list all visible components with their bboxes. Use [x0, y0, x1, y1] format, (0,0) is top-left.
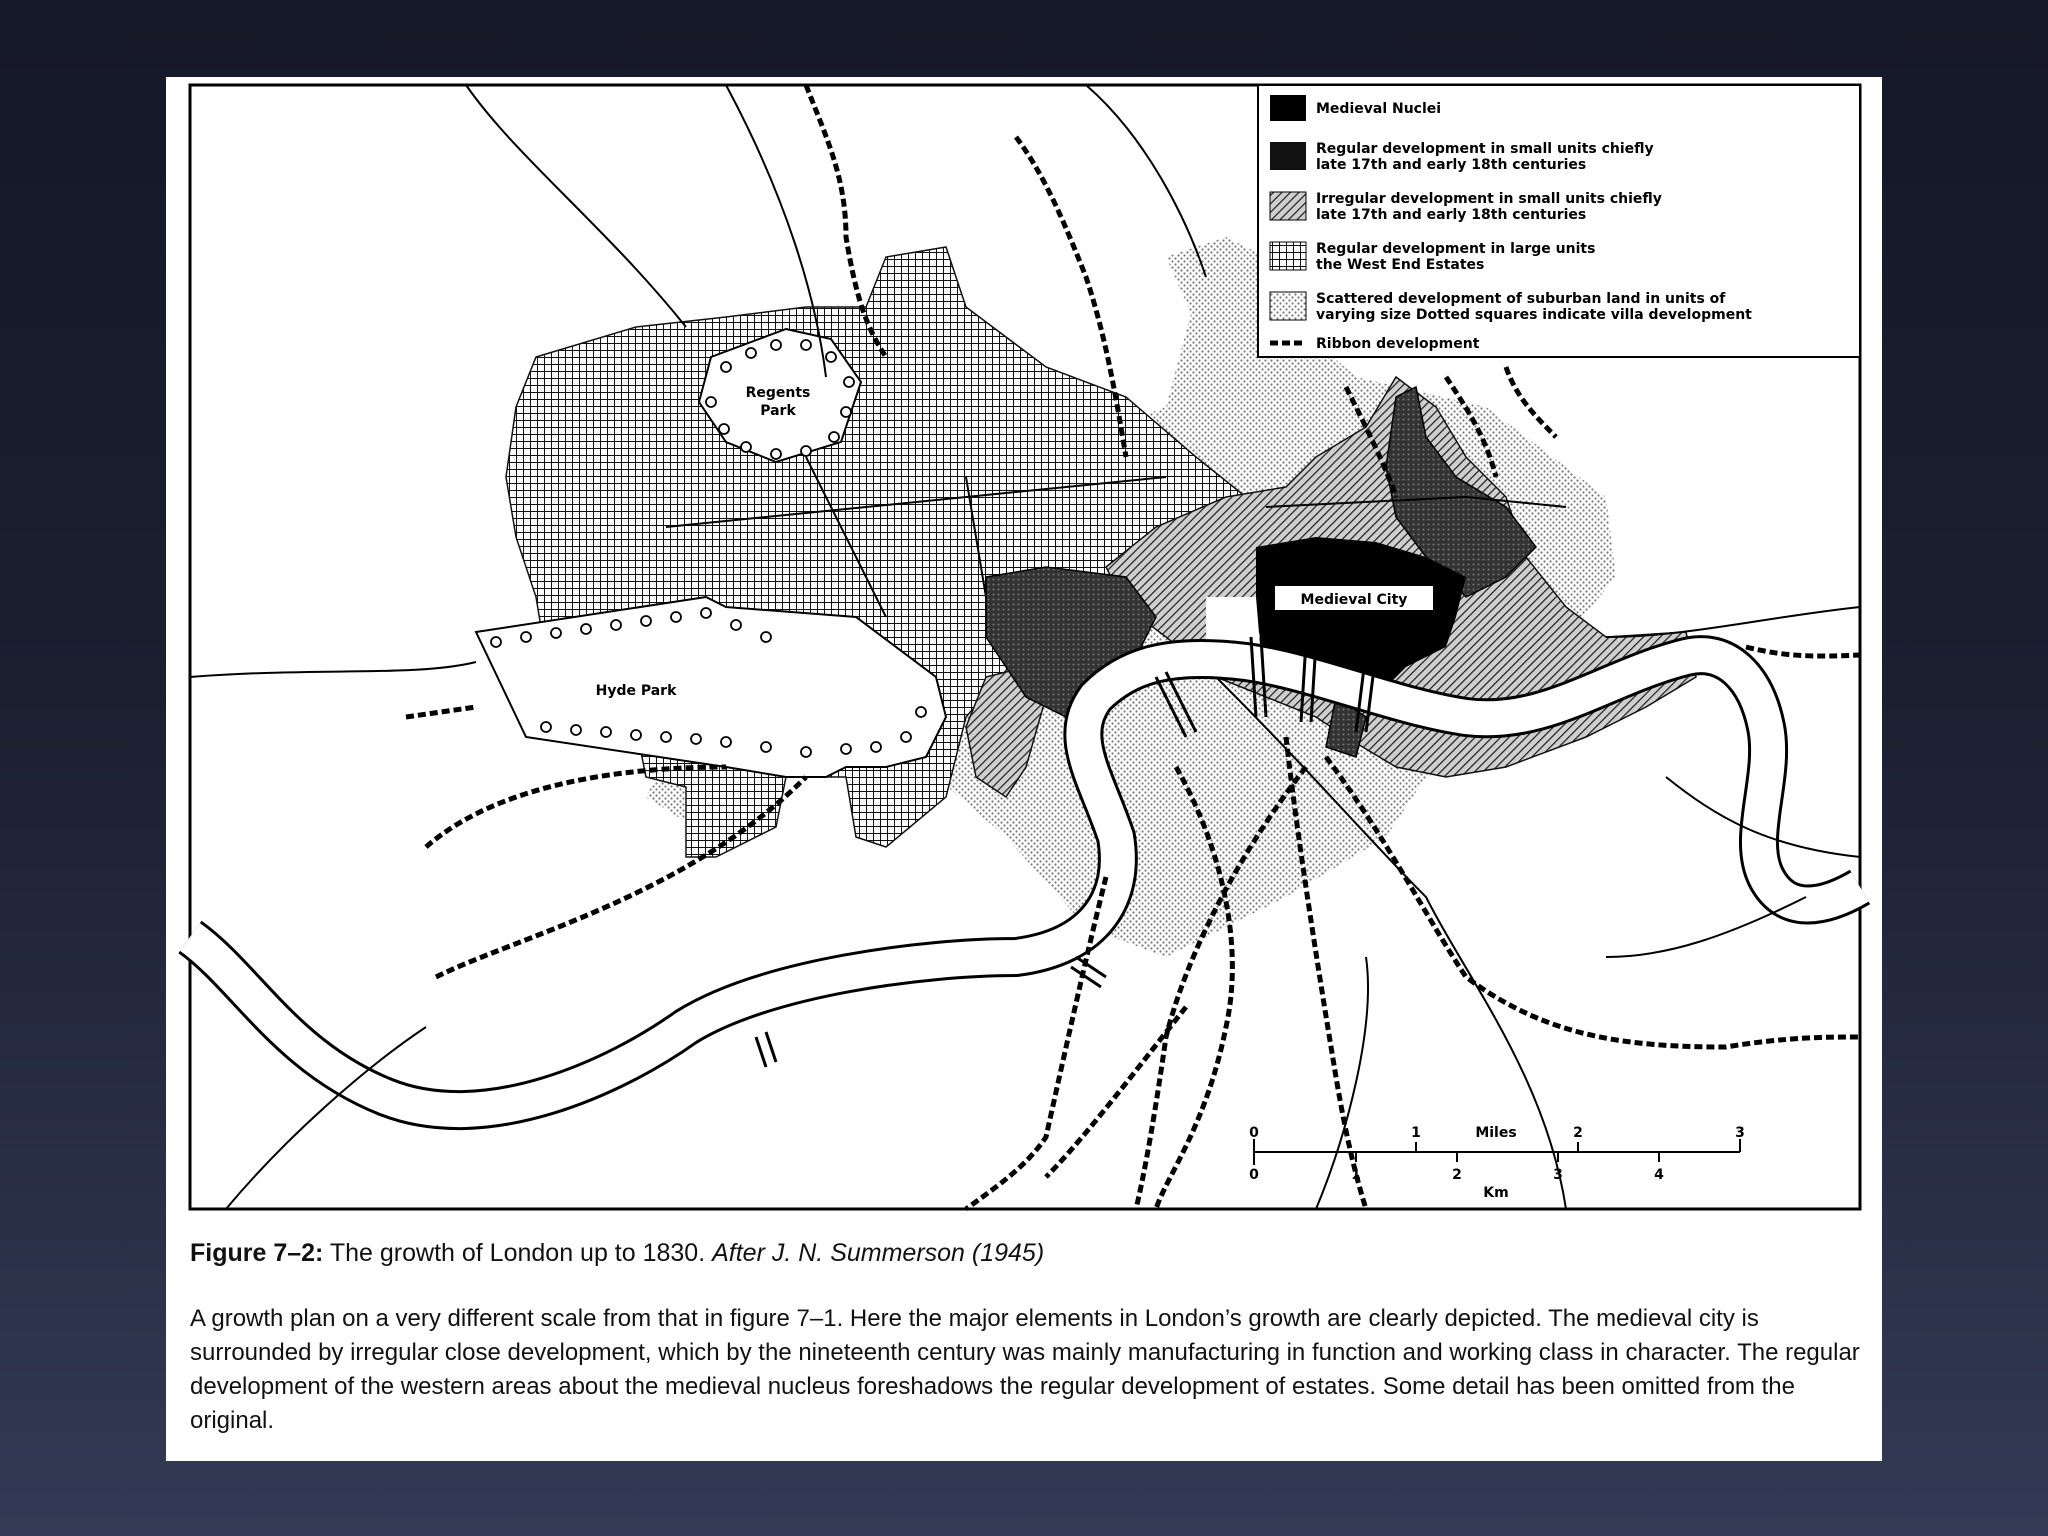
scale-mile-3: 3	[1735, 1125, 1745, 1141]
legend-label-regular-large-line1: Regular development in large units	[1316, 241, 1596, 257]
legend-label-scattered-line1: Scattered development of suburban land in units of	[1316, 291, 1726, 307]
legend-label-scattered-line2: varying size Dotted squares indicate villa development	[1316, 307, 1752, 323]
figure-card	[166, 77, 1882, 1461]
scale-km-3: 3	[1553, 1167, 1563, 1183]
scale-km-0: 0	[1249, 1167, 1259, 1183]
figure-description: A growth plan on a very different scale from that in figure 7–1. Here the major elements in London’s growth are clearly depicted. The medieval city is surrounded by irregular close development, which by the nineteenth century was mainly manufacturing in function and working class in character. The regular development of the western areas about the medieval nucleus foreshadows the regular development of estates. Some detail has been omitted from the original.	[190, 1305, 1860, 1434]
legend-swatch-regular-small	[1270, 142, 1306, 170]
scale-mile-1: 1	[1411, 1125, 1421, 1141]
scale-km-label: Km	[1483, 1185, 1509, 1201]
scale-km-1: 1	[1351, 1167, 1361, 1183]
legend-swatch-regular-large	[1270, 242, 1306, 270]
legend-swatch-medieval	[1270, 95, 1306, 121]
hyde-park-label: Hyde Park	[595, 683, 677, 699]
regents-park-label-line2: Park	[760, 403, 796, 419]
scale-miles-label: Miles	[1475, 1125, 1517, 1141]
scale-km-4: 4	[1654, 1167, 1664, 1183]
legend-label-regular-large-line2: the West End Estates	[1316, 257, 1485, 273]
legend-label-medieval: Medieval Nuclei	[1316, 101, 1442, 117]
figure-caption	[190, 1239, 1850, 1268]
regents-park-label-line1: Regents	[745, 385, 811, 401]
scale-mile-0: 0	[1249, 1125, 1259, 1141]
map-legend	[1258, 85, 1860, 357]
legend-swatch-scattered	[1270, 292, 1306, 320]
scale-km-2: 2	[1452, 1167, 1462, 1183]
legend-label-regular-small-line1: Regular development in small units chiefly	[1316, 141, 1654, 157]
london-growth-map	[166, 77, 1882, 1227]
medieval-city-label: Medieval City	[1300, 592, 1408, 608]
scale-mile-2: 2	[1573, 1125, 1583, 1141]
legend-label-regular-small-line2: late 17th and early 18th centuries	[1316, 157, 1587, 173]
figure-caption-label: Figure 7–2:	[190, 1239, 324, 1267]
legend-swatch-irregular	[1270, 192, 1306, 220]
legend-label-irregular-line2: late 17th and early 18th centuries	[1316, 207, 1587, 223]
legend-label-irregular-line1: Irregular development in small units chiefly	[1316, 191, 1662, 207]
figure-caption-citation: After J. N. Summerson (1945)	[712, 1239, 1045, 1267]
legend-label-ribbon: Ribbon development	[1316, 336, 1480, 352]
figure-caption-text: The growth of London up to 1830.	[329, 1239, 706, 1267]
